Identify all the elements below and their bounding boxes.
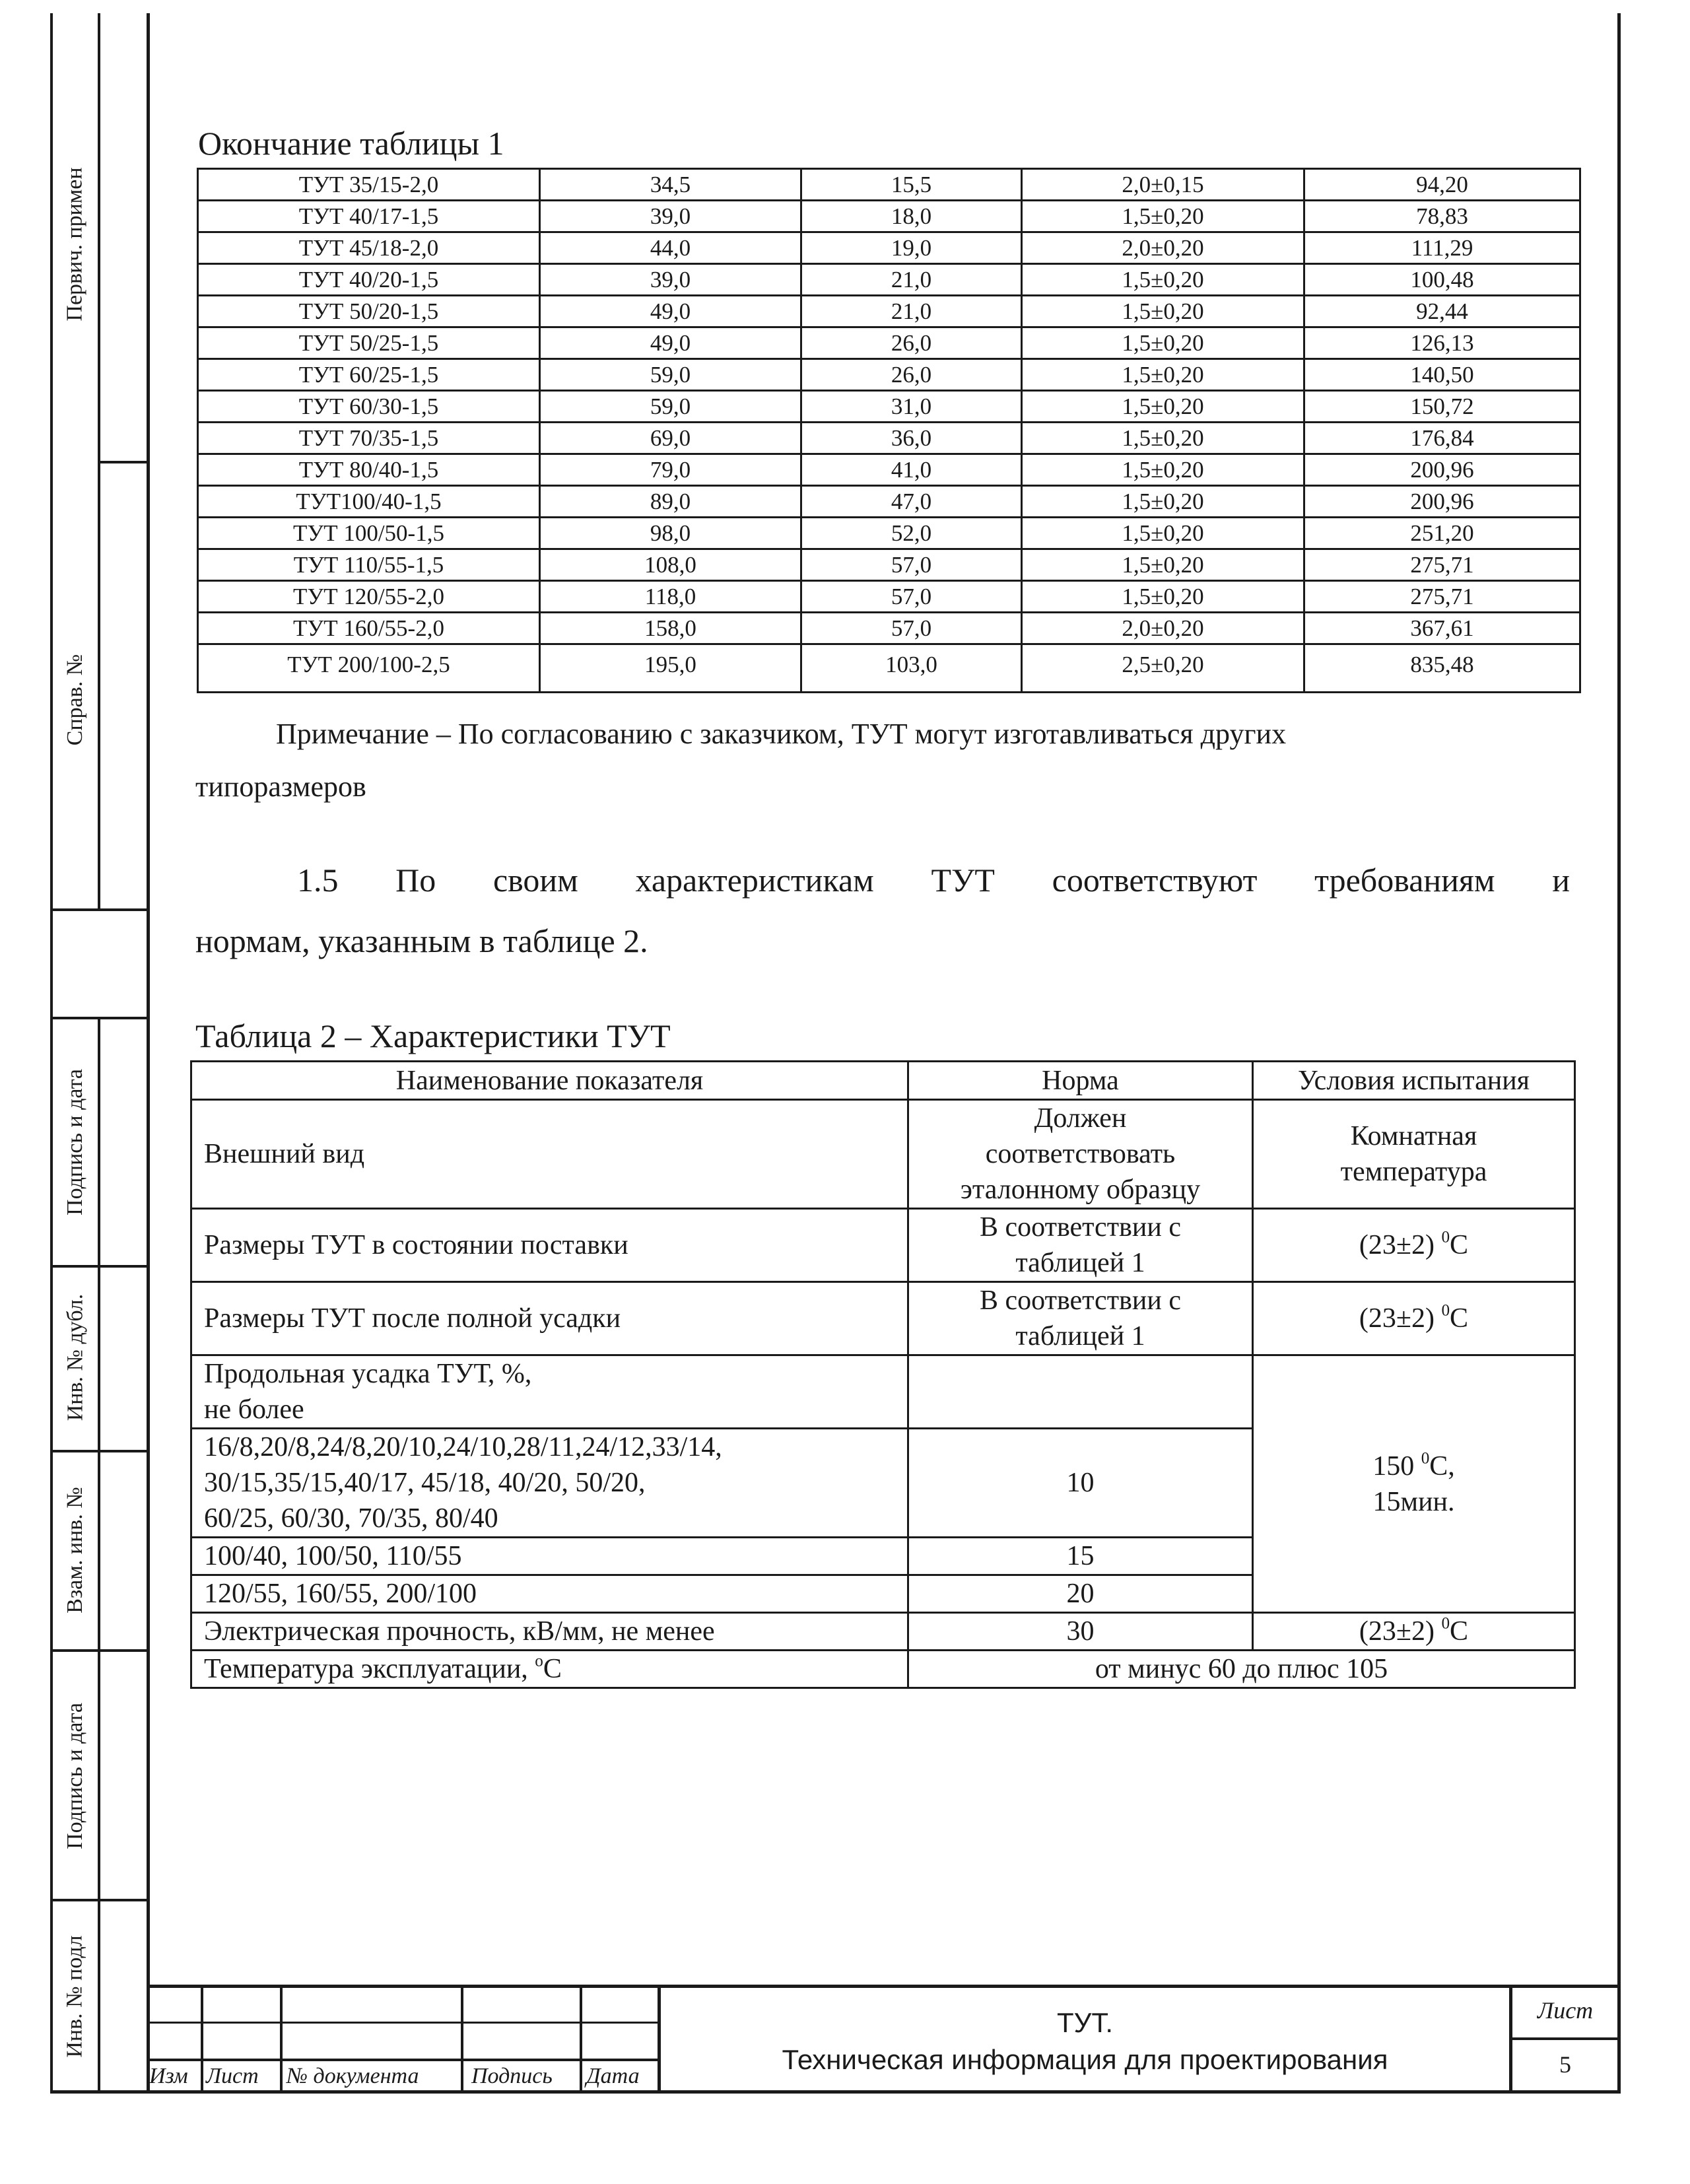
longitudinal-group3-norm: 20 <box>908 1575 1253 1613</box>
operating-temp-value: от минус 60 до плюс 105 <box>908 1651 1575 1688</box>
cond-unit: С <box>1450 1303 1469 1334</box>
table1-title: Окончание таблицы 1 <box>198 125 504 162</box>
longitudinal-group1-line: 60/25, 60/30, 70/35, 80/40 <box>204 1503 498 1534</box>
table1-cell-diameter-before: 89,0 <box>540 486 801 518</box>
table1-cell-wall-thickness: 1,5±0,20 <box>1022 201 1304 232</box>
appearance-norm-line: соответствовать <box>985 1139 1176 1169</box>
dielectric-cond <box>1253 1613 1575 1651</box>
appearance-cond-line: Комнатная <box>1350 1121 1477 1151</box>
table1-cell-size-name: ТУТ 200/100-2,5 <box>198 644 540 693</box>
table1-cell-diameter-before: 108,0 <box>540 549 801 581</box>
table1-cell-wall-thickness: 2,0±0,15 <box>1022 169 1304 201</box>
table1-cell-length-value: 140,50 <box>1304 359 1580 391</box>
section-word: ТУТ <box>931 862 995 899</box>
longitudinal-cond-time: 15мин. <box>1372 1486 1455 1517</box>
table1-cell-wall-thickness: 1,5±0,20 <box>1022 581 1304 613</box>
table1-cell-diameter-before: 34,5 <box>540 169 801 201</box>
cond-value: (23±2) <box>1359 1303 1435 1334</box>
table1-cell-size-name: ТУТ 160/55-2,0 <box>198 613 540 644</box>
table2-row-operating-temp <box>191 1651 1575 1688</box>
table1-cell-diameter-after: 31,0 <box>801 391 1022 423</box>
side-label-ref-no: Справ. № <box>63 654 87 746</box>
cond-unit: С <box>1450 1616 1469 1647</box>
side-label-dup-inv-no: Инв. № дубл. <box>63 1293 88 1421</box>
table1-cell-size-name: ТУТ 110/55-1,5 <box>198 549 540 581</box>
table1-cell-diameter-after: 18,0 <box>801 201 1022 232</box>
longitudinal-cond <box>1253 1355 1575 1613</box>
table1-cell-diameter-after: 41,0 <box>801 454 1022 486</box>
side-label-orig-inv-no: Инв. № подл <box>63 1935 88 2058</box>
side-label-repl-inv-no: Взам. инв. № <box>63 1487 88 1614</box>
table2-row-appearance <box>191 1100 1575 1209</box>
table1-cell-diameter-after: 21,0 <box>801 264 1022 296</box>
table1-cell-size-name: ТУТ 50/20-1,5 <box>198 296 540 327</box>
table1-cell-size-name: ТУТ 70/35-1,5 <box>198 423 540 454</box>
table1-cell-wall-thickness: 1,5±0,20 <box>1022 296 1304 327</box>
degree-mark: 0 <box>1441 1228 1450 1246</box>
cond-value: (23±2) <box>1359 1230 1435 1260</box>
operating-temp-unit: С <box>543 1654 562 1684</box>
table1-cell-diameter-after: 47,0 <box>801 486 1022 518</box>
tb-col-sheet: Лист <box>206 2064 259 2088</box>
size-delivery-norm-line: таблицей 1 <box>1015 1248 1145 1278</box>
table1-row <box>198 518 1580 549</box>
title-block-top <box>147 1985 1621 1988</box>
table1-row <box>198 486 1580 518</box>
table1-row <box>198 169 1580 201</box>
table2 <box>190 1060 1576 1689</box>
table1-cell-diameter-before: 49,0 <box>540 296 801 327</box>
section-number: 1.5 <box>297 862 339 899</box>
table1-cell-length-value: 367,61 <box>1304 613 1580 644</box>
section-word: характеристикам <box>635 862 874 899</box>
table1-cell-size-name: ТУТ 40/17-1,5 <box>198 201 540 232</box>
table1-row <box>198 201 1580 232</box>
longitudinal-cond-temp <box>1254 1449 1574 1484</box>
table1-cell-length-value: 275,71 <box>1304 581 1580 613</box>
side-sep-7 <box>50 1899 148 1901</box>
tb-col-date: Дата <box>586 2064 640 2088</box>
table1-row <box>198 232 1580 264</box>
appearance-norm <box>908 1100 1253 1209</box>
table1-row <box>198 327 1580 359</box>
table1-cell-length-value: 200,96 <box>1304 454 1580 486</box>
longitudinal-norm-empty <box>908 1355 1253 1429</box>
table1-cell-diameter-before: 59,0 <box>540 391 801 423</box>
side-sep-4 <box>50 1265 148 1268</box>
table1-row <box>198 549 1580 581</box>
table1-cell-wall-thickness: 2,0±0,20 <box>1022 613 1304 644</box>
section-1-5-line-1 <box>297 861 1570 899</box>
table1-cell-wall-thickness: 1,5±0,20 <box>1022 454 1304 486</box>
longitudinal-group2: 100/40, 100/50, 110/55 <box>191 1538 908 1575</box>
table1-cell-size-name: ТУТ 60/25-1,5 <box>198 359 540 391</box>
section-word: требованиям <box>1314 862 1495 899</box>
degree-mark: 0 <box>1441 1614 1450 1633</box>
table1-cell-size-name: ТУТ 35/15-2,0 <box>198 169 540 201</box>
side-sep-2 <box>50 908 148 911</box>
table1-cell-size-name: ТУТ 40/20-1,5 <box>198 264 540 296</box>
table1-cell-diameter-after: 57,0 <box>801 613 1022 644</box>
table1-cell-wall-thickness: 1,5±0,20 <box>1022 327 1304 359</box>
title-block-sheet-sep <box>1510 2037 1621 2040</box>
table2-title: Таблица 2 – Характеристики ТУТ <box>195 1017 671 1054</box>
tb-sheet-number: 5 <box>1559 2051 1571 2078</box>
side-sep-3 <box>50 1017 148 1019</box>
table1-cell-size-name: ТУТ 45/18-2,0 <box>198 232 540 264</box>
title-block-row-1 <box>147 2022 660 2024</box>
table2-row-size-shrink <box>191 1282 1575 1355</box>
table1-row <box>198 296 1580 327</box>
table1-cell-wall-thickness: 1,5±0,20 <box>1022 264 1304 296</box>
side-label-first-use: Первич. примен <box>63 167 87 322</box>
table1-cell-length-value: 251,20 <box>1304 518 1580 549</box>
table1-cell-wall-thickness: 1,5±0,20 <box>1022 391 1304 423</box>
table1-cell-diameter-after: 26,0 <box>801 327 1022 359</box>
side-sep-1 <box>98 461 148 463</box>
longitudinal-group1-line: 30/15,35/15,40/17, 45/18, 40/20, 50/20, <box>204 1468 646 1498</box>
size-shrink-norm-line: В соответствии с <box>980 1285 1181 1316</box>
tb-title: ТУТ. <box>1056 2007 1113 2038</box>
size-shrink-cond <box>1253 1282 1575 1355</box>
table1-cell-diameter-after: 57,0 <box>801 581 1022 613</box>
table1-cell-length-value: 111,29 <box>1304 232 1580 264</box>
table1-cell-diameter-before: 98,0 <box>540 518 801 549</box>
table1-cell-diameter-before: 118,0 <box>540 581 801 613</box>
table1-cell-size-name: ТУТ 100/50-1,5 <box>198 518 540 549</box>
table1-cell-length-value: 176,84 <box>1304 423 1580 454</box>
table1-cell-wall-thickness: 1,5±0,20 <box>1022 423 1304 454</box>
longitudinal-group2-norm: 15 <box>908 1538 1253 1575</box>
table2-row-dielectric <box>191 1613 1575 1651</box>
table1-cell-length-value: 94,20 <box>1304 169 1580 201</box>
size-shrink-norm-line: таблицей 1 <box>1015 1321 1145 1351</box>
table1-cell-wall-thickness: 2,0±0,20 <box>1022 232 1304 264</box>
table1-row <box>198 613 1580 644</box>
longitudinal-name-line: не более <box>204 1394 304 1425</box>
side-label-sign-date-2: Подпись и дата <box>63 1703 87 1849</box>
table1-cell-diameter-before: 79,0 <box>540 454 801 486</box>
section-word: соответствуют <box>1052 862 1258 899</box>
table1-row <box>198 454 1580 486</box>
table1-cell-wall-thickness: 2,5±0,20 <box>1022 644 1304 693</box>
table1-cell-size-name: ТУТ 120/55-2,0 <box>198 581 540 613</box>
table2-header-name: Наименование показателя <box>191 1062 908 1100</box>
table1-cell-diameter-after: 19,0 <box>801 232 1022 264</box>
size-delivery-norm <box>908 1209 1253 1282</box>
appearance-norm-line: Должен <box>1034 1103 1127 1134</box>
operating-temp-label: Температура эксплуатации, <box>204 1654 528 1684</box>
degree-mark: 0 <box>1441 1301 1450 1320</box>
table2-row-size-delivery <box>191 1209 1575 1282</box>
table1-row <box>198 423 1580 454</box>
section-word: и <box>1552 862 1570 899</box>
table1-cell-diameter-before: 39,0 <box>540 264 801 296</box>
longitudinal-name <box>191 1355 908 1429</box>
tb-col-sep <box>280 1985 283 2092</box>
size-delivery-cond <box>1253 1209 1575 1282</box>
size-delivery-norm-line: В соответствии с <box>980 1212 1181 1243</box>
table1-body <box>198 169 1580 693</box>
appearance-cond-line: температура <box>1340 1157 1487 1187</box>
table1-cell-diameter-before: 69,0 <box>540 423 801 454</box>
table1-cell-size-name: ТУТ 60/30-1,5 <box>198 391 540 423</box>
longitudinal-group1-norm: 10 <box>908 1429 1253 1538</box>
side-sep-6 <box>50 1649 148 1652</box>
cond-value: (23±2) <box>1359 1616 1435 1647</box>
table1-cell-length-value: 275,71 <box>1304 549 1580 581</box>
table1-cell-wall-thickness: 1,5±0,20 <box>1022 549 1304 581</box>
frame-main-left <box>147 13 150 2093</box>
degree-mark: о <box>535 1652 543 1670</box>
appearance-cond <box>1253 1100 1575 1209</box>
table1-row <box>198 359 1580 391</box>
table1-cell-wall-thickness: 1,5±0,20 <box>1022 518 1304 549</box>
side-sep-5 <box>50 1450 148 1452</box>
appearance-name: Внешний вид <box>191 1100 908 1209</box>
table1-row <box>198 391 1580 423</box>
table1-cell-size-name: ТУТ100/40-1,5 <box>198 486 540 518</box>
table1-cell-diameter-before: 39,0 <box>540 201 801 232</box>
cond-value: 150 <box>1372 1450 1415 1482</box>
table1-cell-length-value: 92,44 <box>1304 296 1580 327</box>
table1-cell-diameter-before: 49,0 <box>540 327 801 359</box>
side-label-sign-date-1: Подпись и дата <box>63 1069 87 1215</box>
tb-subtitle: Техническая информация для проектирования <box>782 2044 1388 2075</box>
tb-col-sep <box>461 1985 463 2092</box>
appearance-norm-line: эталонному образцу <box>960 1175 1201 1205</box>
table1-cell-diameter-before: 195,0 <box>540 644 801 693</box>
table1-row <box>198 644 1580 693</box>
longitudinal-group1-line: 16/8,20/8,24/8,20/10,24/10,28/11,24/12,33/14, <box>204 1432 722 1462</box>
tb-col-sep <box>580 1985 582 2092</box>
table1-cell-length-value: 100,48 <box>1304 264 1580 296</box>
table2-header-cond: Условия испытания <box>1253 1062 1575 1100</box>
table1-cell-length-value: 78,83 <box>1304 201 1580 232</box>
table1-cell-length-value: 126,13 <box>1304 327 1580 359</box>
table1-cell-size-name: ТУТ 80/40-1,5 <box>198 454 540 486</box>
note-line-1: Примечание – По согласованию с заказчиком, ТУТ могут изготавливаться других <box>276 718 1287 750</box>
cond-unit: С, <box>1429 1450 1455 1482</box>
longitudinal-name-line: Продольная усадка ТУТ, %, <box>204 1359 532 1389</box>
operating-temp-name <box>191 1651 908 1688</box>
table1-cell-diameter-after: 21,0 <box>801 296 1022 327</box>
frame-right <box>1617 13 1621 2093</box>
table1-cell-wall-thickness: 1,5±0,20 <box>1022 359 1304 391</box>
table1 <box>197 168 1581 693</box>
table1-row <box>198 581 1580 613</box>
table1-cell-diameter-after: 52,0 <box>801 518 1022 549</box>
table1-cell-size-name: ТУТ 50/25-1,5 <box>198 327 540 359</box>
section-1-5-line-2: нормам, указанным в таблице 2. <box>195 922 648 959</box>
title-block-row-2 <box>147 2059 660 2061</box>
table1-cell-diameter-before: 158,0 <box>540 613 801 644</box>
section-word: По <box>395 862 436 899</box>
table1-cell-diameter-after: 36,0 <box>801 423 1022 454</box>
section-word: своим <box>492 862 578 899</box>
dielectric-norm: 30 <box>908 1613 1253 1651</box>
dielectric-name: Электрическая прочность, кВ/мм, не менее <box>191 1613 908 1651</box>
tb-col-doc-no: № документа <box>287 2064 419 2088</box>
table1-cell-diameter-after: 26,0 <box>801 359 1022 391</box>
table1-cell-length-value: 150,72 <box>1304 391 1580 423</box>
frame-bottom <box>50 2090 1621 2094</box>
size-shrink-name: Размеры ТУТ после полной усадки <box>191 1282 908 1355</box>
table1-cell-diameter-after: 57,0 <box>801 549 1022 581</box>
table2-row-longitudinal-header <box>191 1355 1575 1429</box>
table1-cell-diameter-before: 59,0 <box>540 359 801 391</box>
table1-cell-diameter-after: 15,5 <box>801 169 1022 201</box>
table1-row <box>198 264 1580 296</box>
tb-col-change: Изм <box>149 2064 188 2088</box>
table1-cell-diameter-before: 44,0 <box>540 232 801 264</box>
table2-header-norm: Норма <box>908 1062 1253 1100</box>
table1-cell-length-value: 200,96 <box>1304 486 1580 518</box>
size-shrink-norm <box>908 1282 1253 1355</box>
size-delivery-name: Размеры ТУТ в состоянии поставки <box>191 1209 908 1282</box>
table2-header-row <box>191 1062 1575 1100</box>
longitudinal-group1 <box>191 1429 908 1538</box>
tb-sheet-label: Лист <box>1537 1997 1594 2024</box>
table1-cell-wall-thickness: 1,5±0,20 <box>1022 486 1304 518</box>
table1-cell-length-value: 835,48 <box>1304 644 1580 693</box>
cond-unit: С <box>1450 1230 1469 1260</box>
tb-col-signature: Подпись <box>471 2064 553 2088</box>
longitudinal-group3: 120/55, 160/55, 200/100 <box>191 1575 908 1613</box>
degree-mark: 0 <box>1421 1449 1430 1467</box>
note-line-2: типоразмеров <box>195 770 366 803</box>
table1-cell-diameter-after: 103,0 <box>801 644 1022 693</box>
tb-col-sep <box>201 1985 203 2092</box>
